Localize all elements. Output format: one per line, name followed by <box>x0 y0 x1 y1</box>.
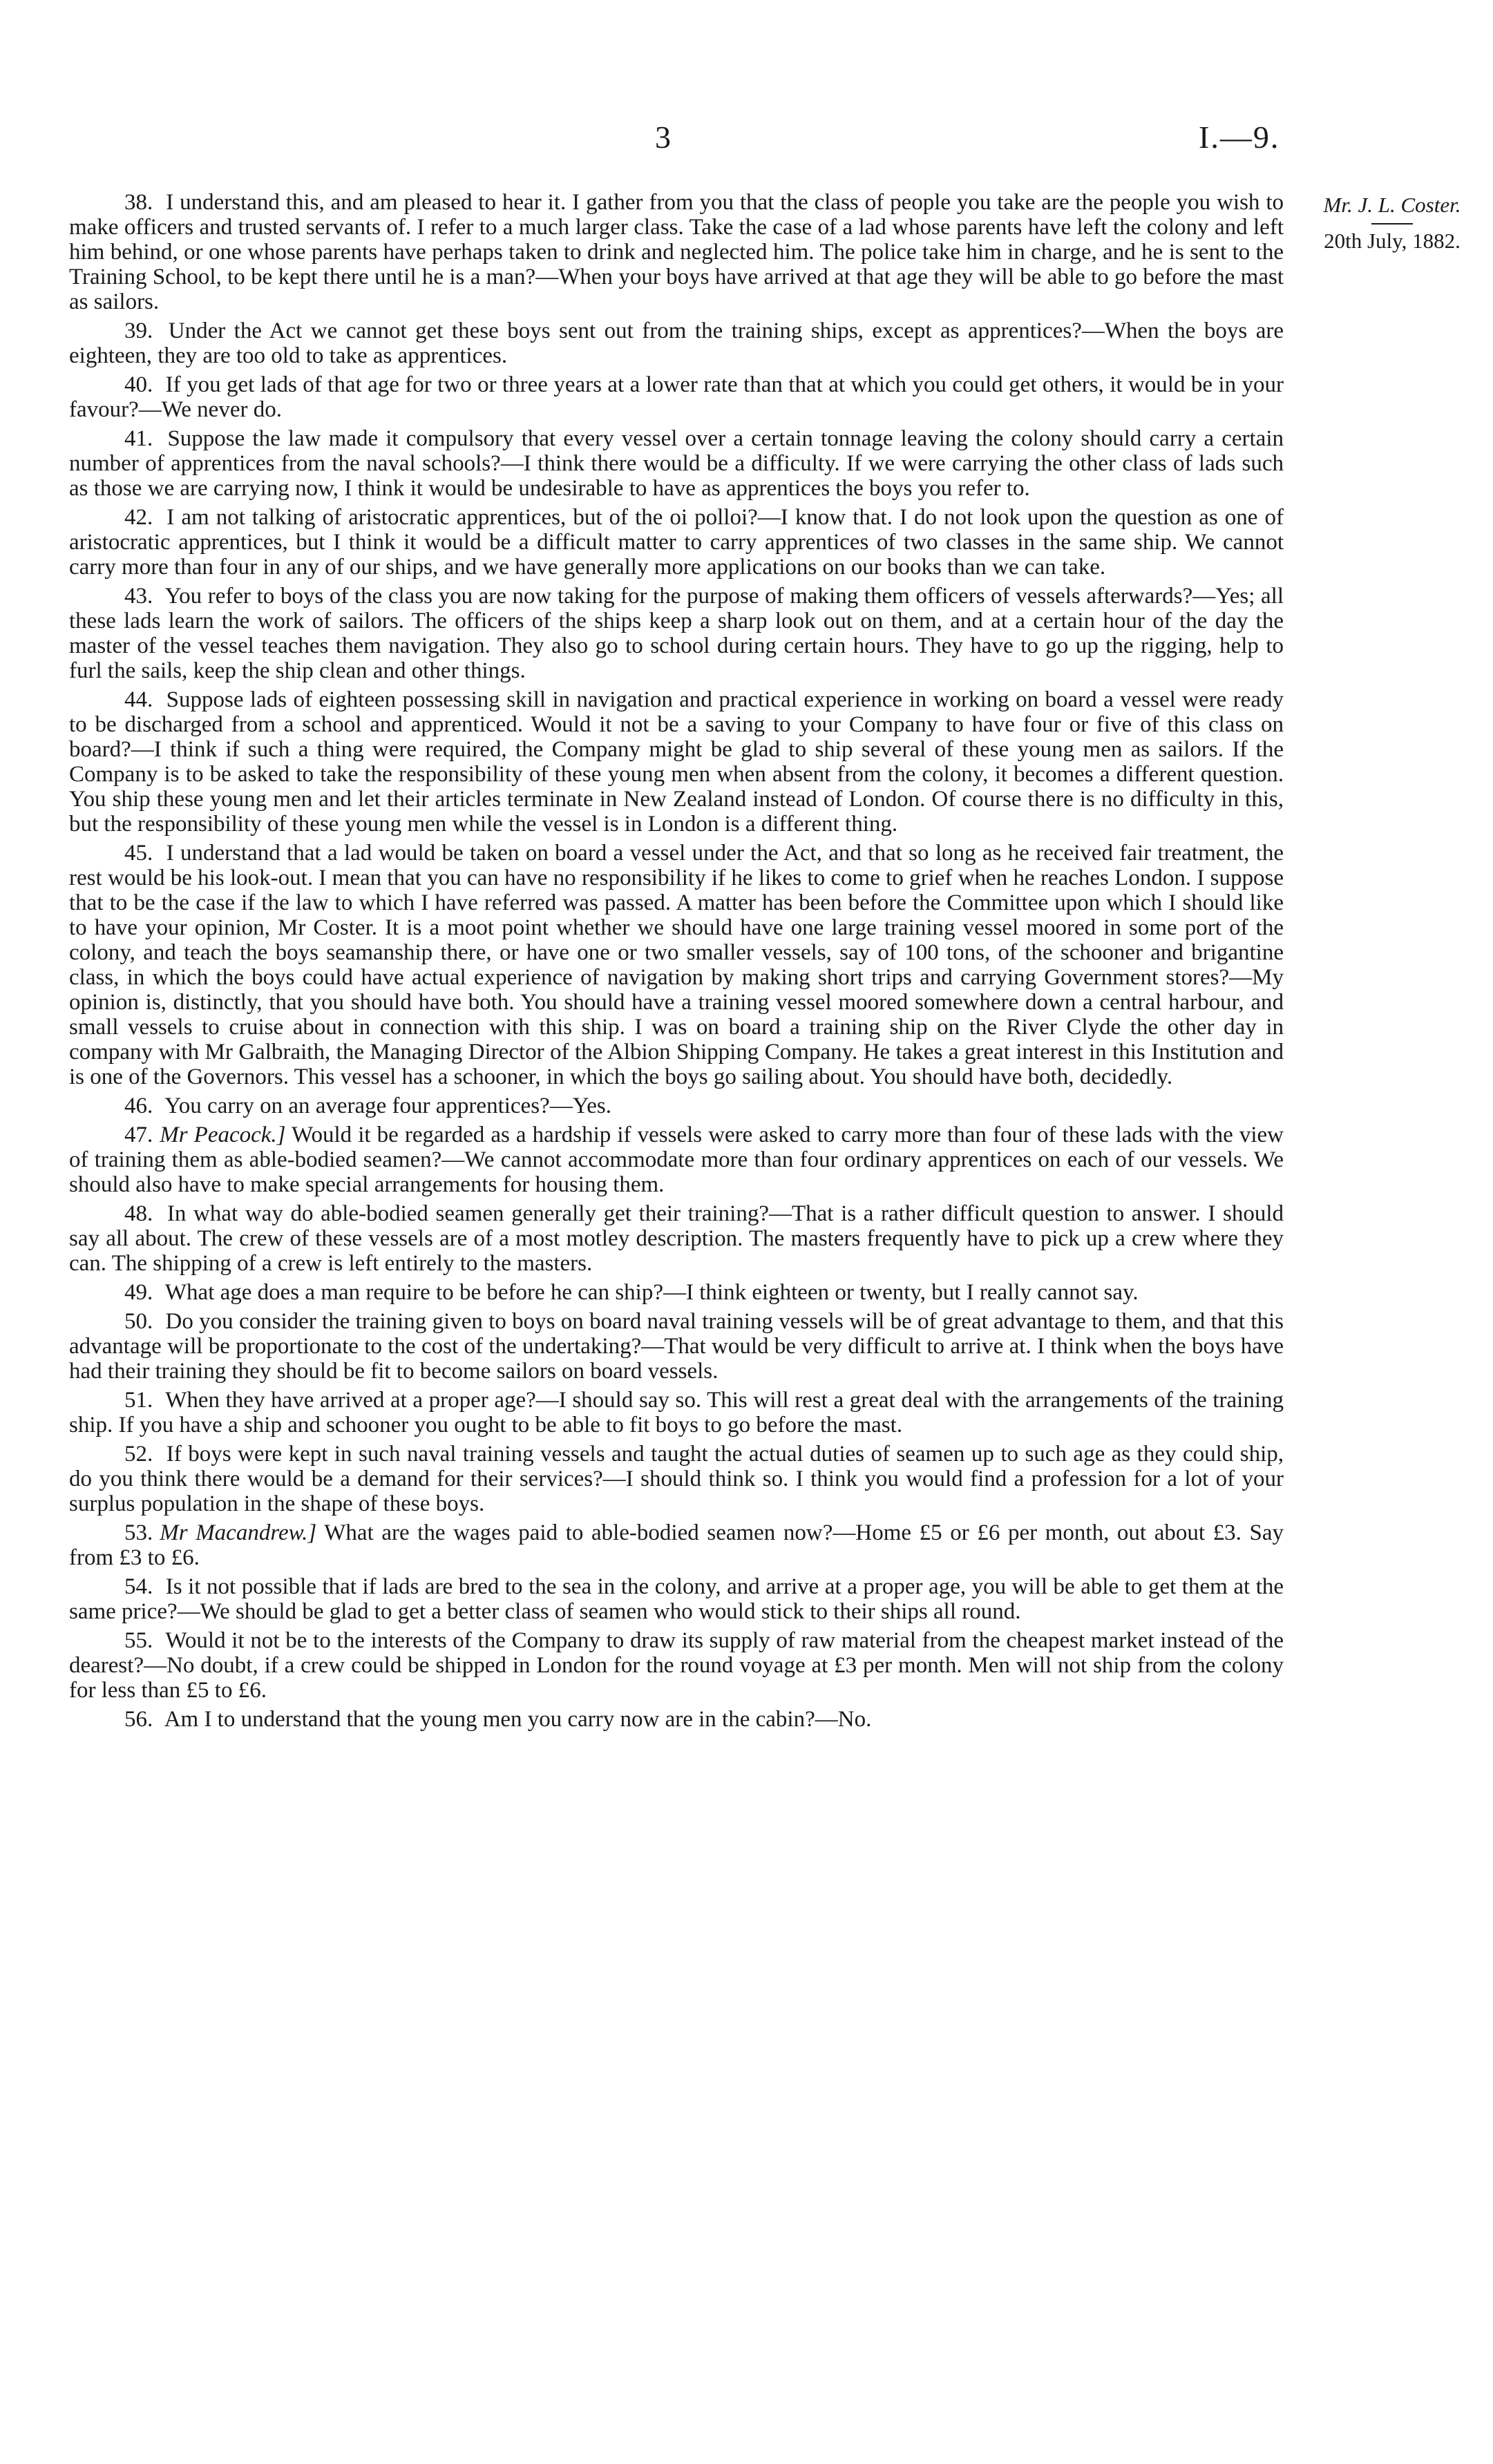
question-number: 44. <box>124 687 153 712</box>
question-paragraph <box>69 318 1284 368</box>
speaker-label: Mr Peacock.] <box>160 1123 286 1147</box>
question-paragraph <box>69 1280 1284 1305</box>
question-number: 49. <box>124 1280 153 1305</box>
margin-note <box>1292 190 1492 256</box>
paragraph-text: Am I to understand that the young men you carry now are in the cabin?—No. <box>164 1707 872 1732</box>
paragraph-text: Under the Act we cannot get these boys sent out from the training ships, except as apprentices?—When the boys are eighteen, they are too old to take as apprentices. <box>69 318 1284 368</box>
question-number: 53. <box>124 1520 153 1545</box>
paragraph-text: I understand this, and am pleased to hear it. I gather from you that the class of people you take are the people you wish to make officers and trusted servants of. I refer to a much larger class. Take the case of a lad whose parents have left the colony and left him behind, or one whose parents have perhaps taken to drink and neglected him. The police take him in charge, and he is sent to the Training School, to be kept there until he is a man?—When your boys have arrived at that age they will be able to go before the mast as sailors. <box>69 190 1284 314</box>
question-number: 52. <box>124 1442 153 1467</box>
paragraph-text: Would it be regarded as a hardship if vessels were asked to carry more than four of these lads with the view of training them as able-bodied seamen?—We cannot accommodate more than four ordinary apprentices on each of our vessels. We should also have to make special arrangements for housing them. <box>69 1123 1284 1197</box>
paragraph-text: I am not talking of aristocratic apprentices, but of the oi polloi?—I know that. I do not look upon the question as one of aristocratic apprentices, but I think it would be a difficult matter to carry apprentices of two classes in the same ship. We cannot carry more than four in any of our ships, and we have generally more applications on our books than we can take. <box>69 505 1284 580</box>
question-number: 41. <box>124 426 153 451</box>
document-reference: I.—9. <box>1199 120 1280 155</box>
question-paragraph <box>69 584 1284 683</box>
question-paragraph <box>69 1707 1284 1732</box>
speaker-label: Mr Macandrew.] <box>160 1520 317 1545</box>
paragraph-text: If boys were kept in such naval training vessels and taught the actual duties of seamen up to such age as they could ship, do you think there would be a demand for their services?—I should think so. I think you would find a profession for a lot of your surplus population in the shape of these boys. <box>69 1442 1284 1516</box>
page-number: 3 <box>655 120 671 155</box>
paragraph-text: What are the wages paid to able-bodied seamen now?—Home £5 or £6 per month, out about £3. Say from £3 to £6. <box>69 1520 1284 1570</box>
page-header <box>0 119 1493 167</box>
question-paragraph <box>69 1093 1284 1118</box>
paragraph-text: Would it not be to the interests of the Company to draw its supply of raw material from the cheapest market instead of the dearest?—No doubt, if a crew could be shipped in London for the round voyage at £3 per month. Men will not ship from the colony for less than £5 to £6. <box>69 1628 1284 1703</box>
evidence-body <box>69 190 1284 1736</box>
question-number: 38. <box>124 190 153 215</box>
paragraph-text: If you get lads of that age for two or three years at a lower rate than that at which you could get others, it would be in your favour?—We never do. <box>69 372 1284 422</box>
question-paragraph <box>69 505 1284 580</box>
question-paragraph <box>69 1628 1284 1703</box>
question-number: 50. <box>124 1309 153 1334</box>
paragraph-text: Is it not possible that if lads are bred to the sea in the colony, and arrive at a proper age, you will be able to get them at the same price?—We should be glad to get a better class of seamen who would stick to their ships all round. <box>69 1574 1284 1624</box>
paragraph-text: Suppose lads of eighteen possessing skill in navigation and practical experience in working on board a vessel were ready to be discharged from a school and apprenticed. Would it not be a saving to your Company to have four or five of this class on board?—I think if such a thing were required, the Company might be glad to ship several of these young men as sailors. If the Company is to be asked to take the responsibility of these young men when absent from the colony, it becomes a different question. You ship these young men and let their articles terminate in New Zealand instead of London. Of course there is no difficulty in this, but the responsibility of these young men while the vessel is in London is a different thing. <box>69 687 1284 837</box>
question-number: 46. <box>124 1093 153 1118</box>
question-number: 54. <box>124 1574 153 1599</box>
question-paragraph <box>69 190 1284 314</box>
paragraph-text: Do you consider the training given to boys on board naval training vessels will be of great advantage to them, and that this advantage will be proportionate to the cost of the undertaking?—That would be very difficult to arrive at. I think when the boys have had their training they should be fit to become sailors on board vessels. <box>69 1309 1284 1384</box>
question-number: 45. <box>124 841 153 866</box>
hearing-date: 20th July, 1882. <box>1324 229 1461 253</box>
paragraph-text: I understand that a lad would be taken on board a vessel under the Act, and that so long as he received fair treatment, the rest would be his look-out. I mean that you can have no responsibility if he likes to come to grief when he reaches London. I suppose that to be the case if the law to which I have referred was passed. A matter has been before the Committee upon which I should like to have your opinion, Mr Coster. It is a moot point whether we should have one large training vessel moored in some port of the colony, and teach the boys seamanship there, or have one or two smaller vessels, say of 100 tons, of the schooner and brigantine class, in which the boys could have actual experience of navigation by making short trips and carrying Government stores?—My opinion is, distinctly, that you should have both. You should have a training vessel moored somewhere down a central harbour, and small vessels to cruise about in connection with this ship. I was on board a training ship on the River Clyde the other day in company with Mr Galbraith, the Managing Director of the Albion Shipping Company. He takes a great interest in this Institution and is one of the Governors. This vessel has a schooner, in which the boys go sailing about. You should have both, decidedly. <box>69 841 1284 1089</box>
question-paragraph <box>69 1574 1284 1624</box>
divider <box>1371 223 1413 225</box>
question-number: 56. <box>124 1707 153 1732</box>
question-number: 47. <box>124 1123 153 1147</box>
question-number: 55. <box>124 1628 153 1653</box>
paragraph-text: You carry on an average four apprentices?—Yes. <box>164 1093 611 1118</box>
paragraph-text: You refer to boys of the class you are now taking for the purpose of making them officers of vessels afterwards?—Yes; all these lads learn the work of sailors. The officers of the ships keep a sharp look out on them, and at a certain hour of the day the master of the vessel teaches them navigation. They also go to school during certain hours. They have to go up the rigging, help to furl the sails, keep the ship clean and other things. <box>69 584 1284 683</box>
witness-name: Mr. J. L. Coster. <box>1323 193 1461 217</box>
question-number: 39. <box>124 318 153 343</box>
paragraph-text: Suppose the law made it compulsory that every vessel over a certain tonnage leaving the colony should carry a certain number of apprentices from the naval schools?—I think there would be a difficulty. If we were carrying the other class of lads such as those we are carrying now, I think it would be undesirable to have as apprentices the boys you refer to. <box>69 426 1284 501</box>
question-paragraph <box>69 372 1284 422</box>
question-paragraph <box>69 841 1284 1089</box>
paragraph-text: What age does a man require to be before he can ship?—I think eighteen or twenty, but I really cannot say. <box>164 1280 1139 1305</box>
question-paragraph <box>69 1309 1284 1384</box>
paragraph-text: When they have arrived at a proper age?—I should say so. This will rest a great deal with the arrangements of the training ship. If you have a ship and schooner you ought to be able to fit boys to go before the mast. <box>69 1388 1284 1438</box>
question-paragraph <box>69 1201 1284 1276</box>
question-paragraph <box>69 1388 1284 1438</box>
question-paragraph <box>69 1442 1284 1516</box>
question-paragraph <box>69 687 1284 837</box>
question-number: 43. <box>124 584 153 609</box>
question-number: 40. <box>124 372 153 397</box>
question-number: 42. <box>124 505 153 530</box>
question-number: 48. <box>124 1201 153 1226</box>
question-paragraph <box>69 1520 1284 1570</box>
paragraph-text: In what way do able-bodied seamen generally get their training?—That is a rather difficult question to answer. I should say all about. The crew of these vessels are of a most motley description. The masters frequently have to pick up a crew where they can. The shipping of a crew is left entirely to the masters. <box>69 1201 1284 1276</box>
question-paragraph <box>69 1123 1284 1197</box>
question-paragraph <box>69 426 1284 501</box>
question-number: 51. <box>124 1388 153 1413</box>
